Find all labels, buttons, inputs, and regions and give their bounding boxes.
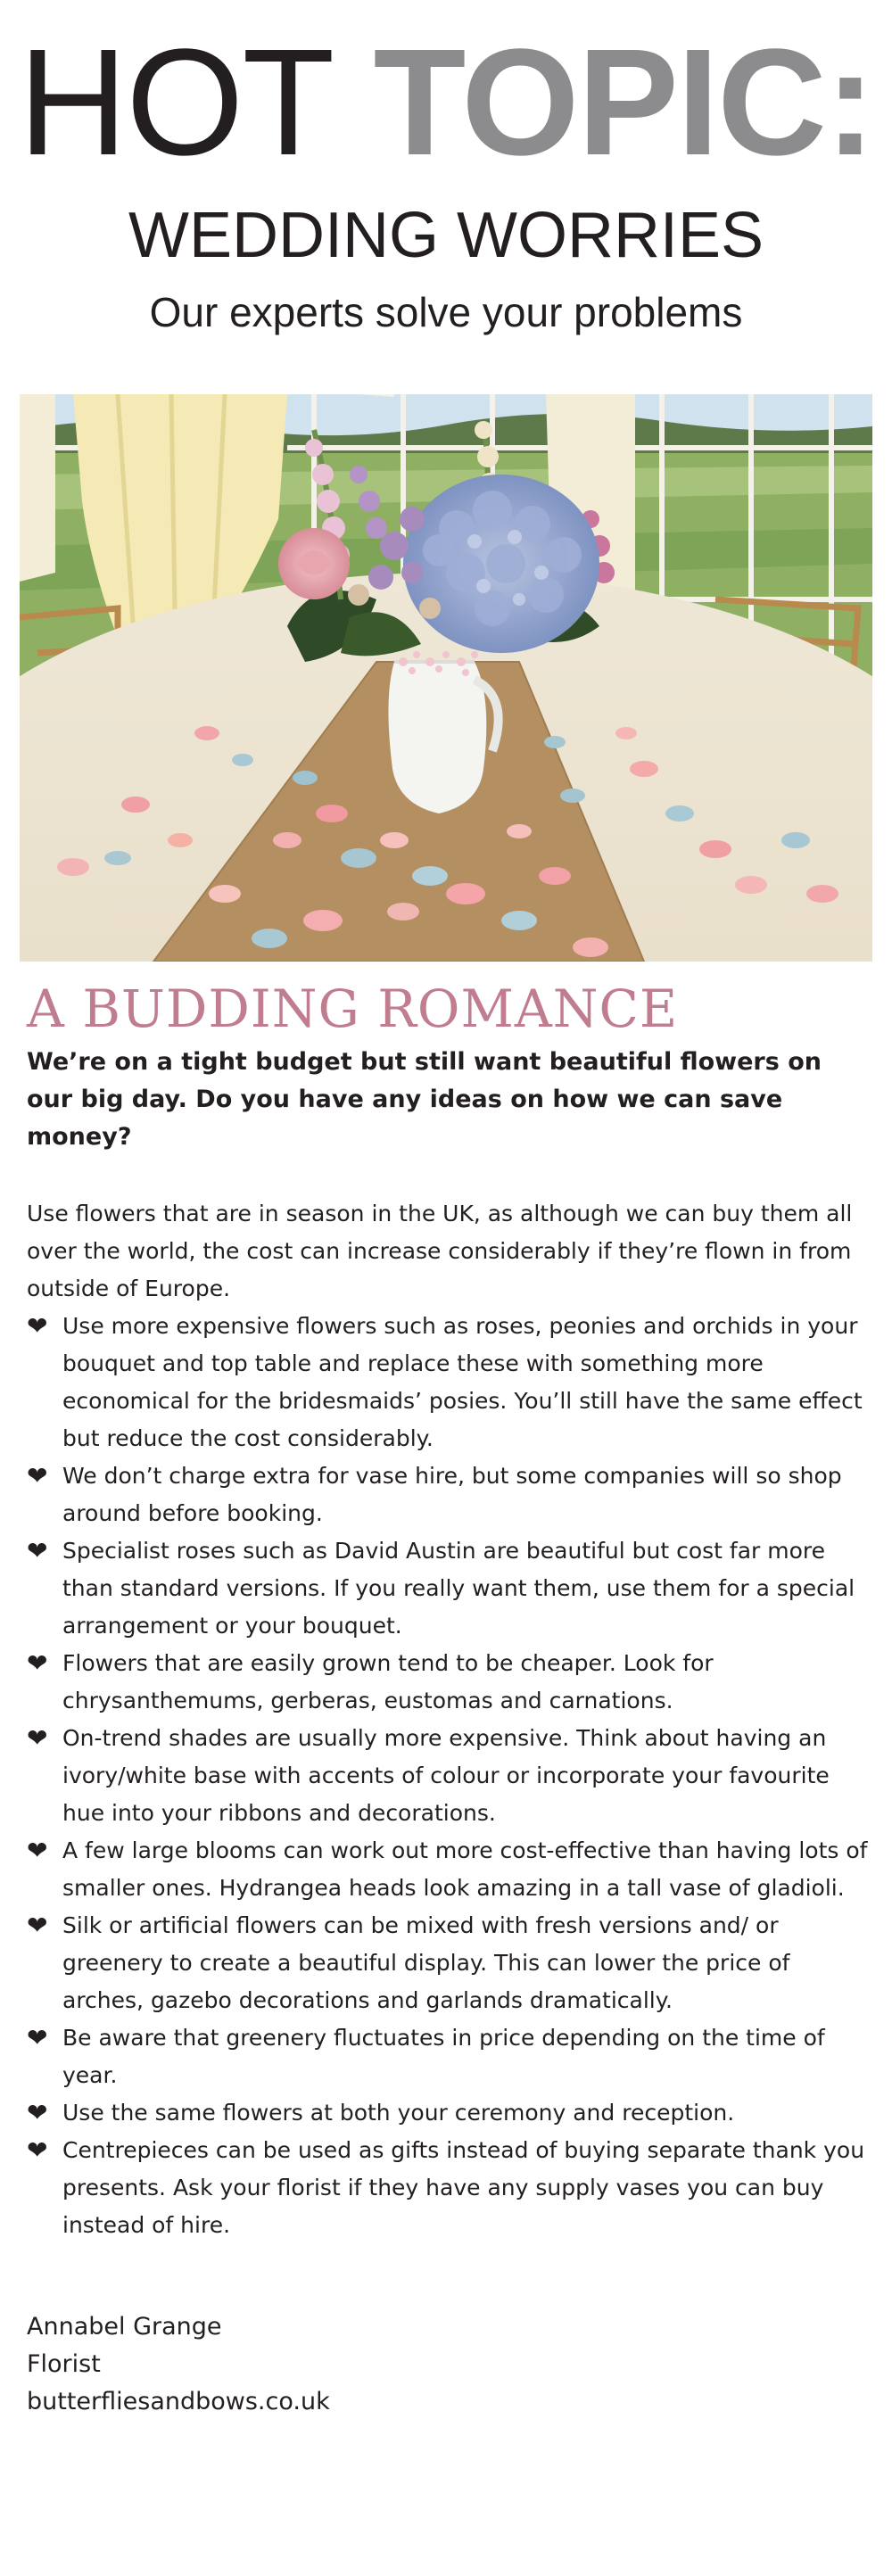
section-title: A BUDDING ROMANCE: [27, 978, 679, 1039]
author-name: Annabel Grange: [27, 2313, 222, 2341]
author-role: Florist: [27, 2350, 101, 2378]
tip-item: [27, 1907, 874, 2019]
tip-item: [27, 2132, 874, 2244]
tip-text: Centrepieces can be used as gifts instead of buying separate thank you presents. Ask your florist if they have any supply vases you can buy instead of hire.: [62, 2137, 865, 2238]
answer-intro: Use flowers that are in season in the UK, as although we can buy them all over the world, the cost can increase considerably if they’re flown in from outside of Europe.: [27, 1201, 853, 1301]
page-subtitle: WEDDING WORRIES: [128, 200, 764, 271]
heart-icon: ❤: [27, 1836, 48, 1865]
title-word-topic: TOPIC:: [373, 18, 874, 187]
tip-text: Specialist roses such as David Austin are beautiful but cost far more than standard versions. If you really want them, use them for a special arrangement or your bouquet.: [62, 1538, 855, 1639]
signature-block: [27, 2308, 330, 2421]
heart-icon: ❤: [27, 1461, 48, 1490]
centrepiece-photo: [20, 394, 872, 962]
title-word-hot: HOT: [18, 18, 334, 187]
tip-item: [27, 1308, 874, 1457]
tip-text: Use more expensive flowers such as roses, peonies and orchids in your bouquet and top table and replace these with something more economical for the bridesmaids’ posies. You’ll still have the same effect but reduce the cost considerably.: [62, 1313, 863, 1451]
author-website: butterfliesandbows.co.uk: [27, 2388, 330, 2415]
heart-icon: ❤: [27, 2098, 48, 2127]
heart-icon: ❤: [27, 1311, 48, 1341]
tip-item: [27, 1645, 874, 1720]
tip-text: A few large blooms can work out more cost-effective than having lots of smaller ones. Hydrangea heads look amazing in a tall vase of gladioli.: [62, 1837, 868, 1901]
heart-icon: ❤: [27, 1911, 48, 1940]
tip-item: [27, 2094, 874, 2132]
heart-icon: ❤: [27, 1723, 48, 1753]
page-tagline: Our experts solve your problems: [149, 289, 743, 335]
tip-text: Use the same flowers at both your ceremony and reception.: [62, 2100, 735, 2126]
heart-icon: ❤: [27, 1536, 48, 1565]
tip-item: [27, 1457, 874, 1532]
tip-item: [27, 1720, 874, 1832]
heart-icon: ❤: [27, 2135, 48, 2165]
tip-text: Flowers that are easily grown tend to be cheaper. Look for chrysanthemums, gerberas, eustomas and carnations.: [62, 1650, 714, 1713]
tip-item: [27, 2019, 874, 2094]
tip-text: Silk or artificial flowers can be mixed with fresh versions and/ or greenery to create a beautiful display. This can lower the price of arches, gazebo decorations and garlands dramatically.: [62, 1912, 790, 2013]
heart-icon: ❤: [27, 1648, 48, 1678]
page-title: [0, 18, 892, 187]
tip-item: [27, 1532, 874, 1645]
reader-question: We’re on a tight budget but still want beautiful flowers on our big day. Do you have any ideas on how we can save money?: [27, 1048, 822, 1151]
tip-text: On-trend shades are usually more expensive. Think about having an ivory/white base with accents of colour or incorporate your favourite hue into your ribbons and decorations.: [62, 1725, 830, 1826]
tip-item: [27, 1832, 874, 1907]
tip-text: Be aware that greenery fluctuates in price depending on the time of year.: [62, 2025, 825, 2088]
tip-text: We don’t charge extra for vase hire, but some companies will so shop around before booking.: [62, 1463, 842, 1526]
tips-list: [27, 1308, 874, 2244]
heart-icon: ❤: [27, 2023, 48, 2052]
